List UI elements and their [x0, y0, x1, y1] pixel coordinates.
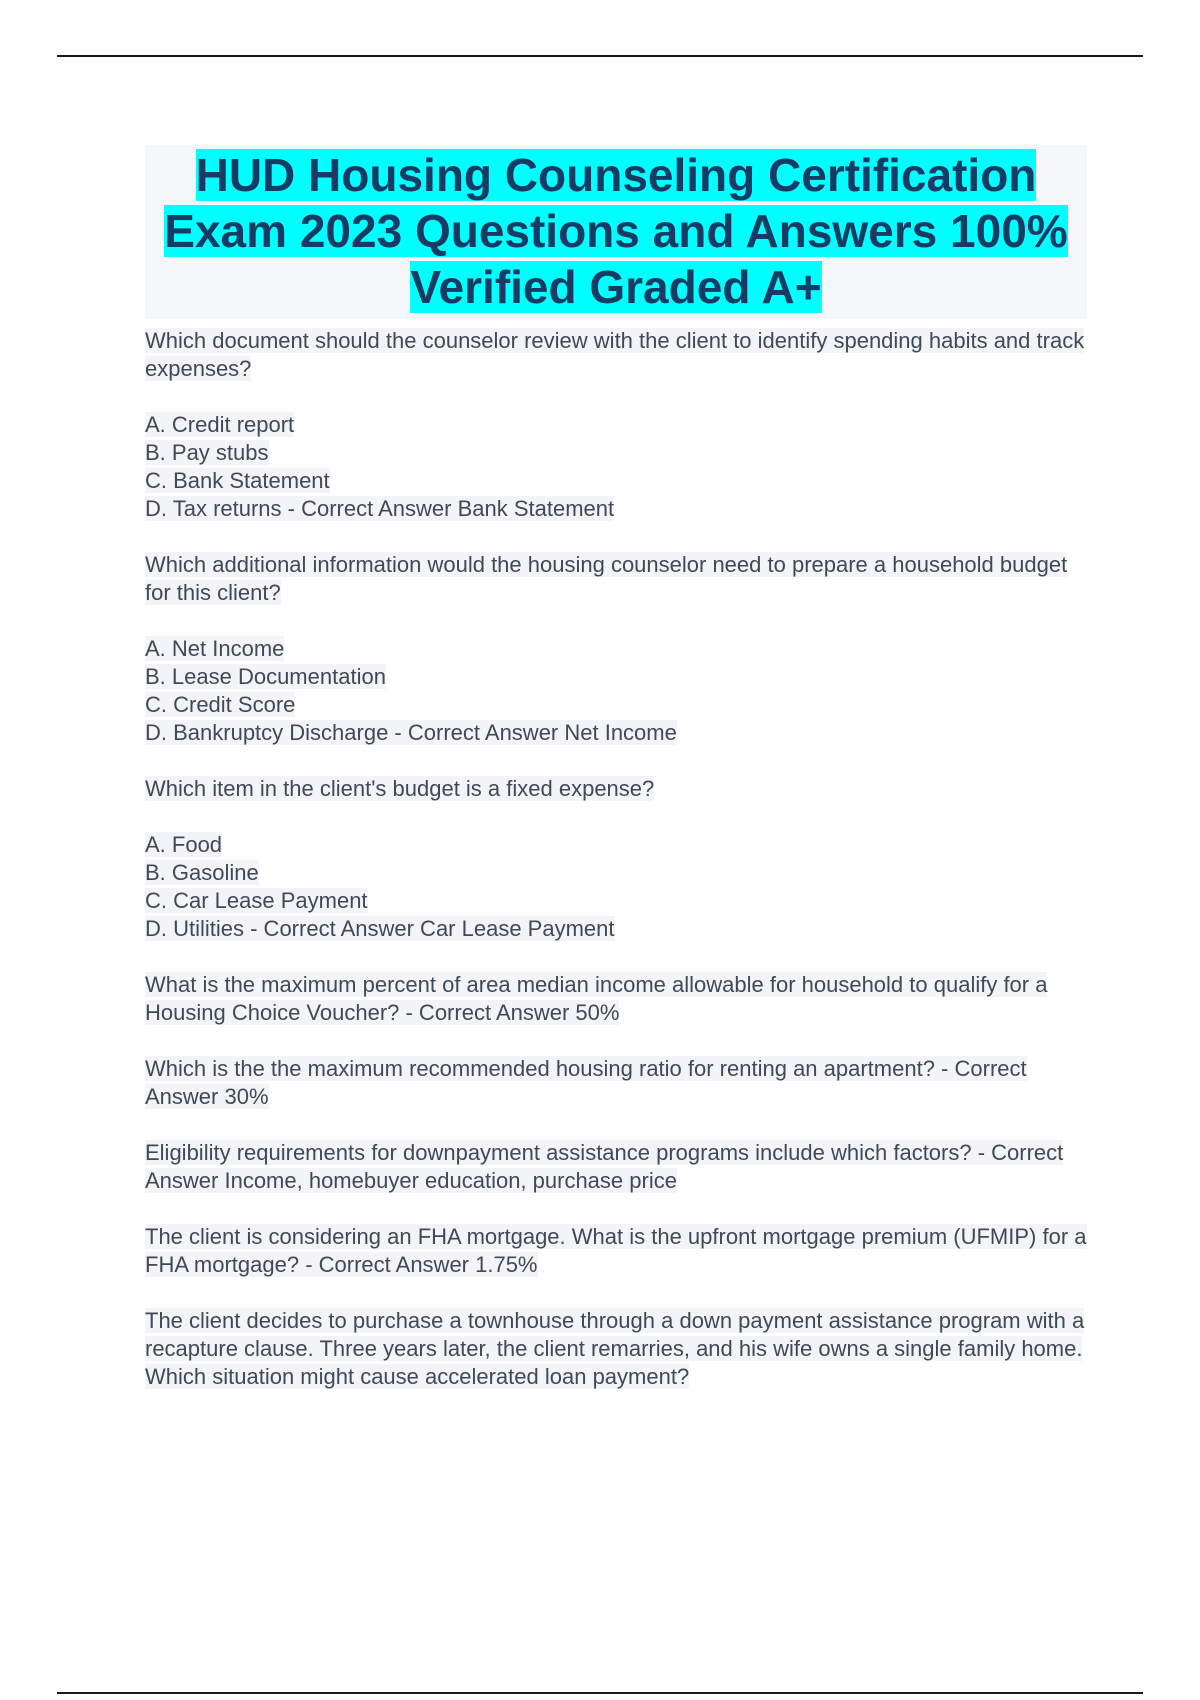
answer-option: A. Net Income: [145, 636, 285, 661]
answer-option: B. Pay stubs: [145, 440, 269, 465]
question-text: The client is considering an FHA mortgage. What is the upfront mortgage premium (UFMIP) for a FHA mortgage? - Correct Answer 1.75%: [145, 1224, 1087, 1277]
question-text: What is the maximum percent of area median income allowable for household to qualify for a Housing Choice Voucher? - Correct Answer 50%: [145, 972, 1048, 1025]
top-rule: [57, 55, 1143, 57]
answer-option: A. Food: [145, 832, 223, 857]
answer-option: D. Utilities - Correct Answer Car Lease Payment: [145, 916, 615, 941]
answer-option: B. Lease Documentation: [145, 664, 386, 689]
question-text: Which is the the maximum recommended housing ratio for renting an apartment? - Correct Answer 30%: [145, 1056, 1027, 1109]
answer-option: C. Car Lease Payment: [145, 888, 368, 913]
answer-option: D. Tax returns - Correct Answer Bank Statement: [145, 496, 615, 521]
answer-option: D. Bankruptcy Discharge - Correct Answer Net Income: [145, 720, 677, 745]
question-text: Which additional information would the housing counselor need to prepare a household budget for this client?: [145, 552, 1068, 605]
answer-option: C. Bank Statement: [145, 468, 330, 493]
bottom-rule: [57, 1692, 1143, 1694]
document-title: HUD Housing Counseling Certification Exam 2023 Questions and Answers 100% Verified Graded A+: [164, 149, 1068, 313]
question-text: Which item in the client's budget is a fixed expense?: [145, 776, 655, 801]
qa-list: [145, 327, 1087, 1391]
answer-option: B. Gasoline: [145, 860, 259, 885]
question-text: Which document should the counselor review with the client to identify spending habits and track expenses?: [145, 328, 1085, 381]
title-block: [145, 145, 1087, 319]
question-text: Eligibility requirements for downpayment assistance programs include which factors? - Correct Answer Income, homebuyer education, purchase price: [145, 1140, 1064, 1193]
answer-option: A. Credit report: [145, 412, 295, 437]
document-body: [145, 145, 1087, 1391]
answer-option: C. Credit Score: [145, 692, 296, 717]
question-text: The client decides to purchase a townhouse through a down payment assistance program with a recapture clause. Three years later, the client remarries, and his wife owns a single family home. Which situation might cause accelerated loan payment?: [145, 1308, 1085, 1389]
